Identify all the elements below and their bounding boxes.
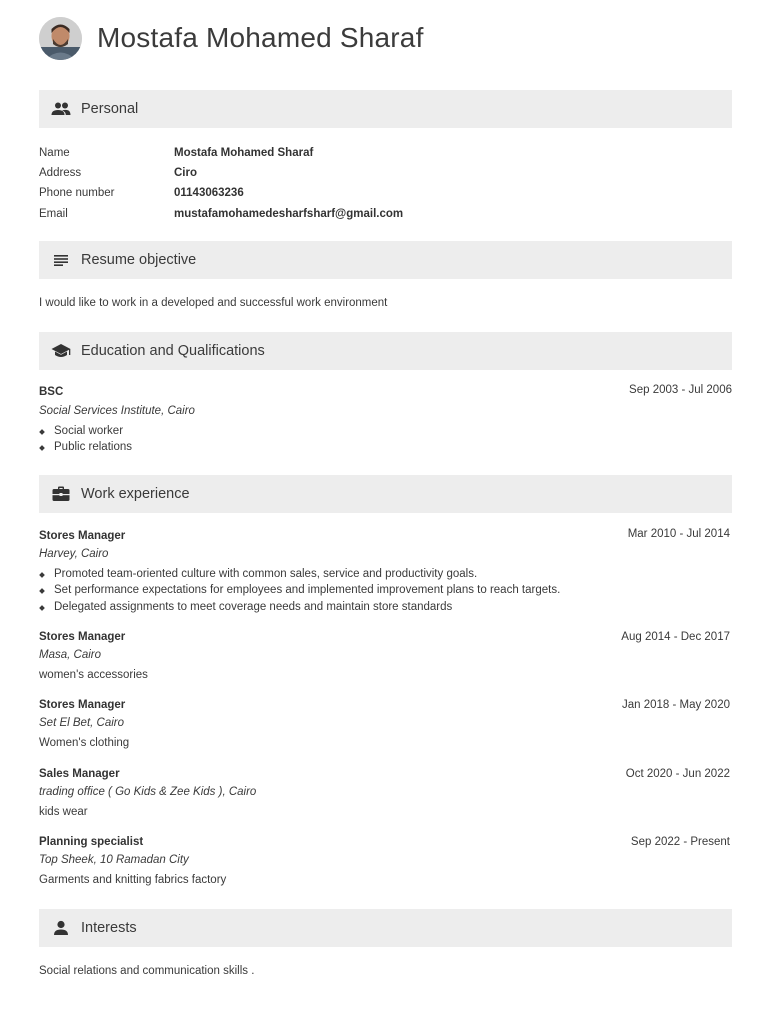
section-header-work — [39, 475, 732, 513]
section-header-education — [39, 332, 732, 370]
section-title: Interests — [81, 920, 137, 936]
education-degree: BSC — [39, 386, 64, 398]
section-title: Education and Qualifications — [81, 343, 265, 359]
job-role: Sales Manager — [39, 768, 120, 780]
job-role: Planning specialist — [39, 836, 144, 848]
field-value: Mostafa Mohamed Sharaf — [174, 147, 314, 159]
section-title: Resume objective — [81, 252, 197, 268]
field-label: Name — [39, 147, 70, 159]
person-icon — [51, 918, 71, 938]
list-item: Social worker — [39, 425, 123, 437]
resume-header — [39, 16, 424, 60]
job-description: kids wear — [39, 806, 88, 818]
section-header-personal — [39, 90, 732, 128]
personal-row-phone — [39, 187, 244, 203]
field-label: Address — [39, 167, 82, 179]
graduation-cap-icon — [51, 341, 71, 361]
field-label: Email — [39, 208, 68, 220]
job-dates: Oct 2020 - Jun 2022 — [625, 768, 730, 780]
personal-row-name — [39, 147, 313, 163]
job-role: Stores Manager — [39, 699, 126, 711]
list-item: Delegated assignments to meet coverage needs and maintain store standards — [39, 601, 452, 613]
field-value: mustafamohamedesharfsharf@gmail.com — [174, 208, 404, 220]
job-role: Stores Manager — [39, 530, 126, 542]
list-item: Set performance expectations for employees and implemented improvement plans to reach targets. — [39, 584, 560, 596]
education-institution: Social Services Institute, Cairo — [39, 405, 195, 417]
job-description: Women's clothing — [39, 737, 130, 749]
avatar — [39, 17, 82, 60]
job-company: Set El Bet, Cairo — [39, 717, 125, 729]
section-header-objective — [39, 241, 732, 279]
job-description: Garments and knitting fabrics factory — [39, 874, 227, 886]
field-label: Phone number — [39, 187, 115, 199]
personal-row-email — [39, 208, 403, 224]
list-item: Public relations — [39, 441, 132, 453]
section-title: Work experience — [81, 486, 190, 502]
field-value: Ciro — [174, 167, 197, 179]
job-description: women's accessories — [39, 669, 148, 681]
education-dates: Sep 2003 - Jul 2006 — [629, 384, 732, 396]
people-icon — [51, 99, 71, 119]
job-dates: Mar 2010 - Jul 2014 — [627, 528, 730, 540]
section-header-interests — [39, 909, 732, 947]
objective-text: I would like to work in a developed and successful work environment — [39, 297, 388, 309]
field-value: 01143063236 — [174, 187, 244, 199]
personal-row-address — [39, 167, 197, 183]
list-item: Promoted team-oriented culture with common sales, service and productivity goals. — [39, 568, 477, 580]
interests-text: Social relations and communication skills . — [39, 965, 255, 977]
job-dates: Sep 2022 - Present — [630, 836, 730, 848]
job-company: Masa, Cairo — [39, 649, 101, 661]
job-role: Stores Manager — [39, 631, 126, 643]
job-company: Harvey, Cairo — [39, 548, 109, 560]
lines-icon — [51, 250, 71, 270]
briefcase-icon — [51, 484, 71, 504]
page-title: Mostafa Mohamed Sharaf — [97, 22, 424, 53]
job-company: Top Sheek, 10 Ramadan City — [39, 854, 189, 866]
job-company: trading office ( Go Kids & Zee Kids ), Cairo — [39, 786, 257, 798]
job-dates: Jan 2018 - May 2020 — [621, 699, 730, 711]
job-dates: Aug 2014 - Dec 2017 — [621, 631, 730, 643]
section-title: Personal — [81, 101, 139, 117]
